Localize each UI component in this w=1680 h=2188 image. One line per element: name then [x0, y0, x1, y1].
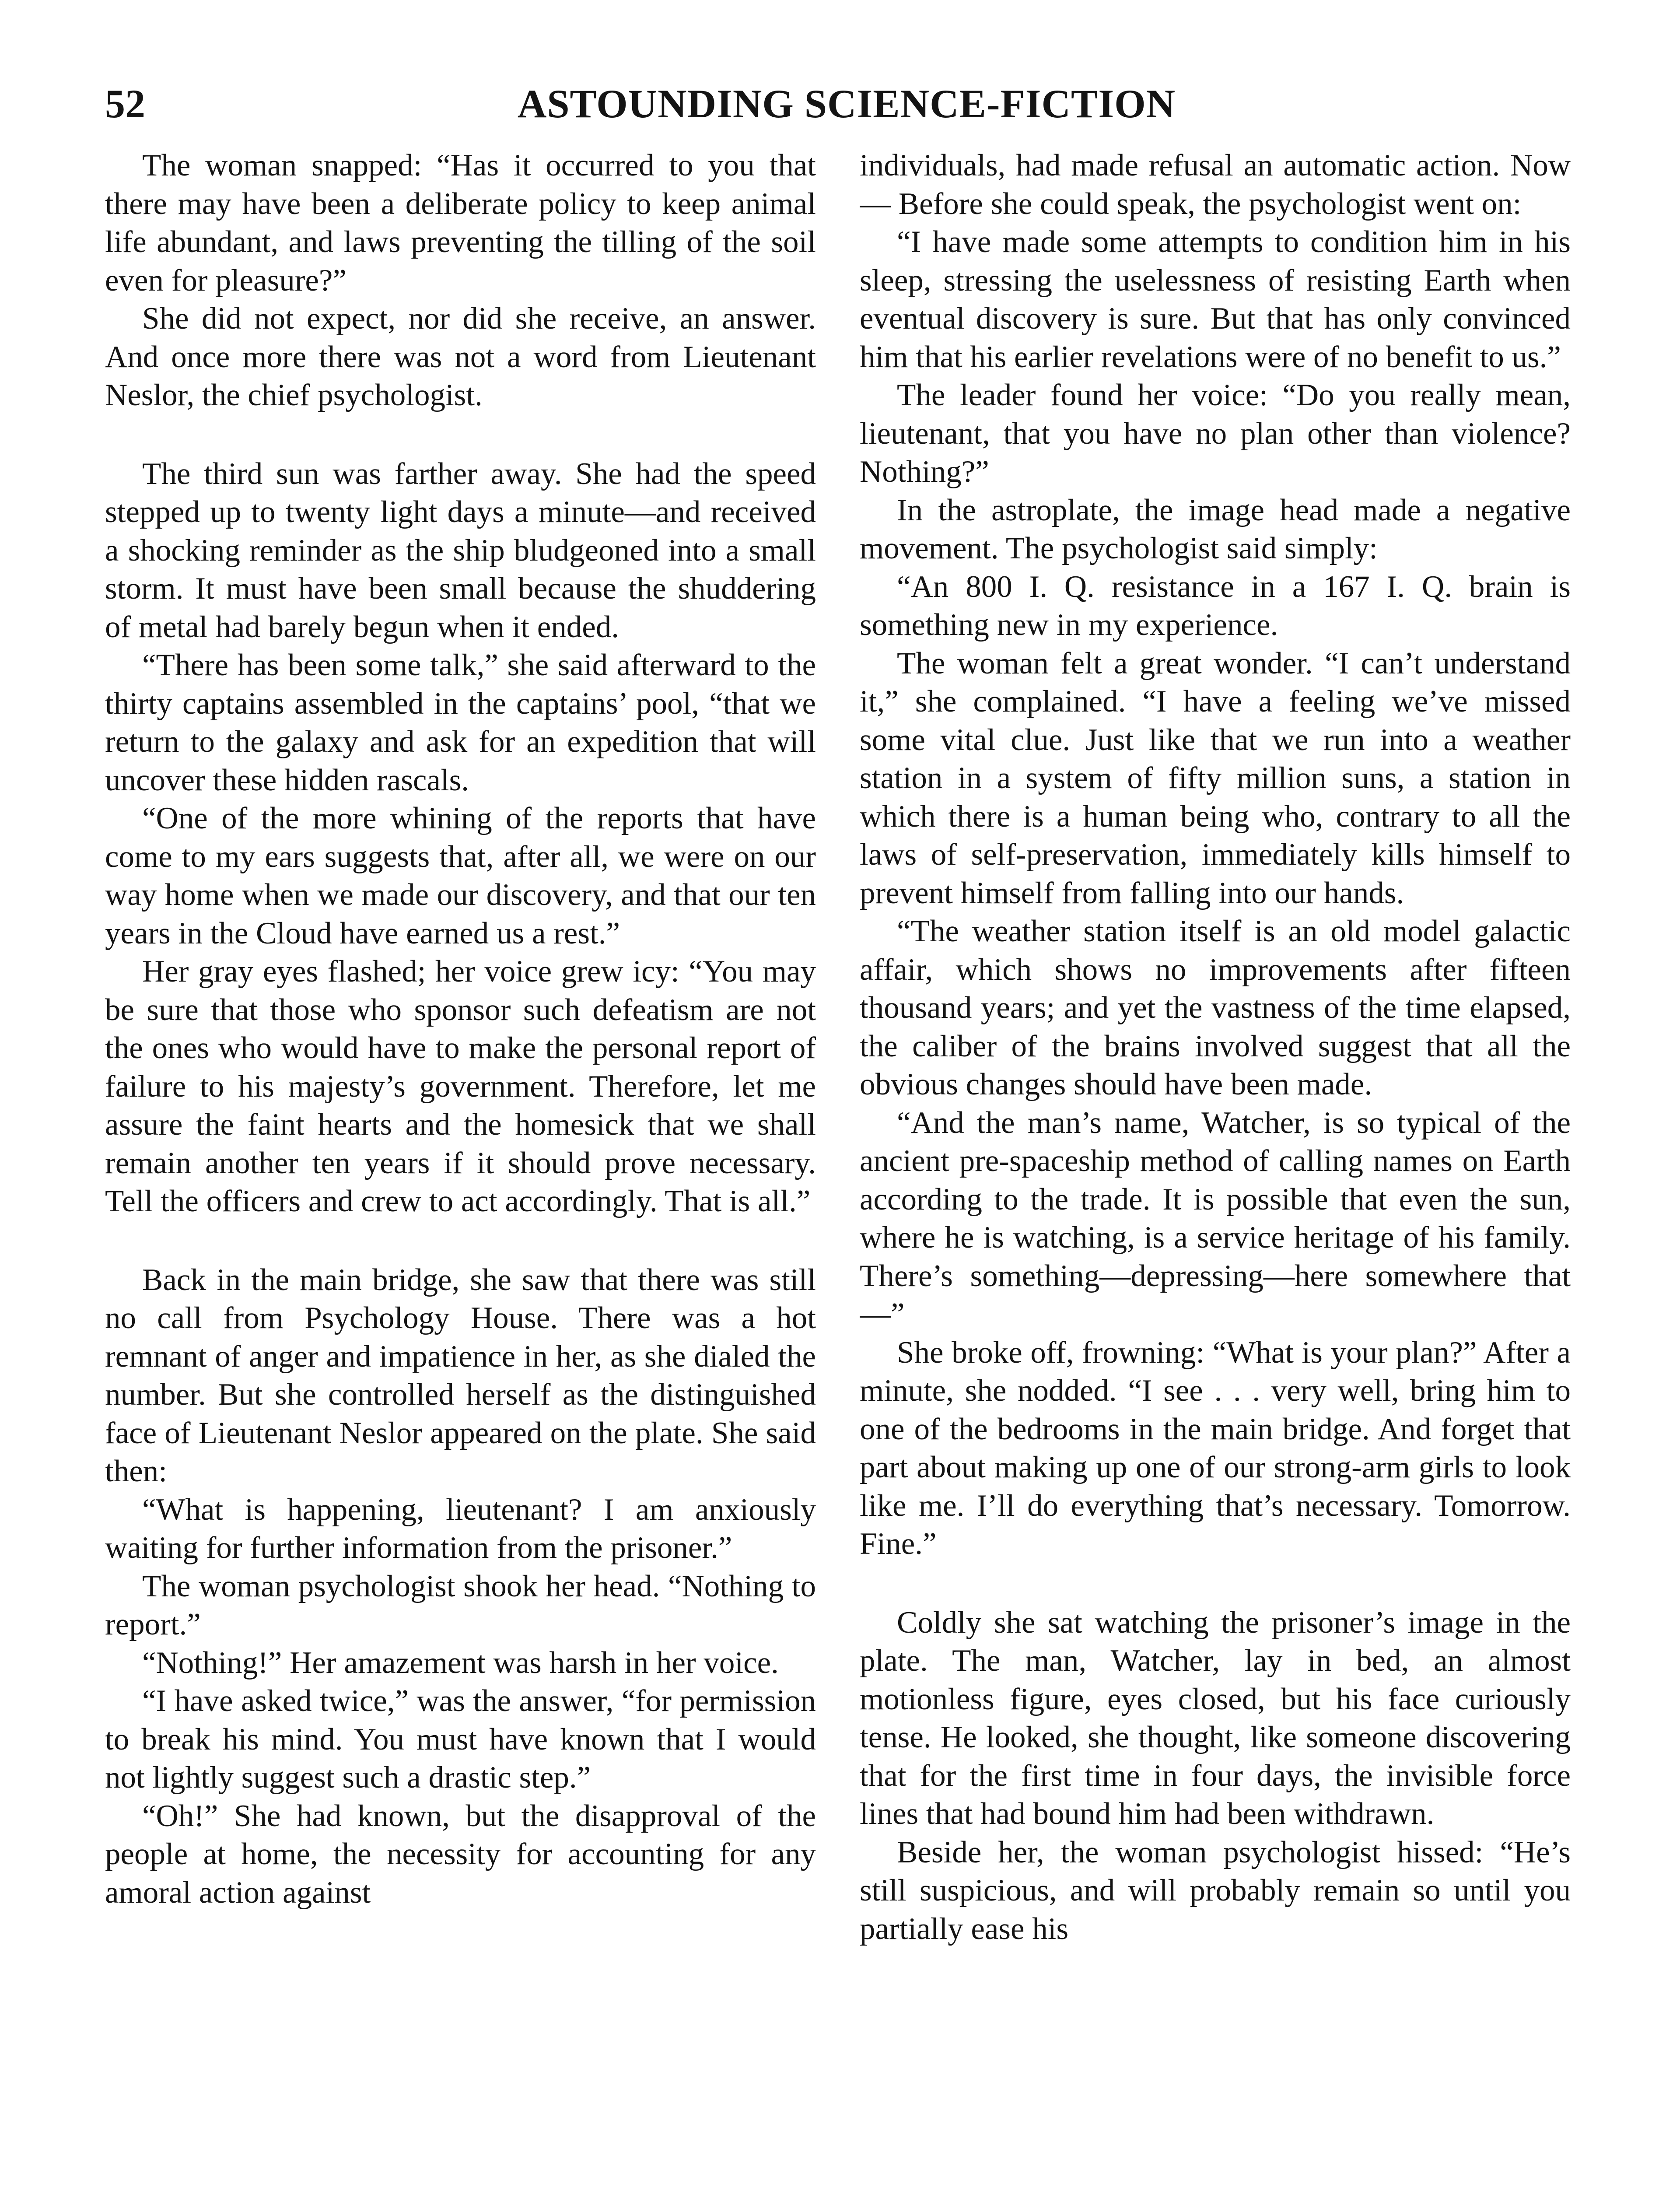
paragraph: “Oh!” She had known, but the disapproval of the people at home, the necessity for accounting for any amoral action against: [105, 1799, 816, 1910]
paragraph: Beside her, the woman psychologist hissed: “He’s still suspicious, and will probably remain so until you partially ease his: [860, 1835, 1571, 1946]
paragraph: “One of the more whining of the reports that have come to my ears suggests that, after all, we were on our way home when we made our discovery, and that our ten years in the Cloud have earned us a rest.”: [105, 801, 816, 950]
paragraph: The woman felt a great wonder. “I can’t understand it,” she complained. “I have a feeling we’ve missed some vital clue. Just like that we run into a weather station in a system of fifty million suns, a station in which there is a human being who, contrary to all the laws of self-preservation, immediately kills himself to prevent himself from falling into our hands.: [860, 646, 1571, 910]
paragraph: individuals, had made refusal an automatic action. Now— Before she could speak, the psychologist went on:: [860, 148, 1571, 221]
page-number: 52: [105, 81, 145, 126]
right-column: [860, 147, 1571, 2188]
paragraph: The woman snapped: “Has it occurred to you that there may have been a deliberate policy to keep animal life abundant, and laws preventing the tilling of the soil even for pleasure?”: [105, 148, 816, 298]
paragraph: Back in the main bridge, she saw that there was still no call from Psychology House. There was a hot remnant of anger and impatience in her, as she dialed the number. But she controlled herself as the distinguished face of Lieutenant Neslor appeared on the plate. She said then:: [105, 1262, 816, 1488]
paragraph: “There has been some talk,” she said afterward to the thirty captains assembled in the captains’ pool, “that we return to the galaxy and ask for an expedition that will uncover these hidden rascals.: [105, 648, 816, 797]
paragraph: The leader found her voice: “Do you really mean, lieutenant, that you have no plan other than violence? Nothing?”: [860, 378, 1571, 489]
paragraph: “What is happening, lieutenant? I am anxiously waiting for further information from the prisoner.”: [105, 1492, 816, 1565]
left-column: [105, 147, 816, 2188]
paragraph: “Nothing!” Her amazement was harsh in her voice.: [142, 1645, 779, 1680]
paragraph: “An 800 I. Q. resistance in a 167 I. Q. brain is something new in my experience.: [860, 569, 1571, 642]
paragraph: In the astroplate, the image head made a negative movement. The psychologist said simply:: [860, 493, 1571, 565]
paragraph: She broke off, frowning: “What is your plan?” After a minute, she nodded. “I see . . . very well, bring him to one of the bedrooms in the main bridge. And forget that part about making up one of our strong-arm girls to look like me. I’ll do everything that’s necessary. Tomorrow. Fine.”: [860, 1335, 1571, 1561]
paragraph: The woman psychologist shook her head. “Nothing to report.”: [105, 1569, 816, 1641]
paragraph: Her gray eyes flashed; her voice grew icy: “You may be sure that those who sponsor such defeatism are not the ones who would have to make the personal report of failure to his majesty’s government. Therefore, let me assure the faint hearts and the homesick that we shall remain another ten years if it should prove necessary. Tell the officers and crew to act accordingly. That is all.”: [105, 954, 816, 1218]
page-header: [105, 80, 1588, 128]
paragraph: “I have asked twice,” was the answer, “for permission to break his mind. You must have known that I would not lightly suggest such a drastic step.”: [105, 1684, 816, 1795]
paragraph: The third sun was farther away. She had the speed stepped up to twenty light days a minute—and received a shocking reminder as the ship bludgeoned into a small storm. It must have been small because the shuddering of metal had barely begun when it ended.: [105, 456, 816, 644]
paragraph: “I have made some attempts to condition him in his sleep, stressing the uselessness of resisting Earth when eventual discovery is sure. But that has only convinced him that his earlier revelations were of no benefit to us.”: [860, 225, 1571, 374]
paragraph: “The weather station itself is an old model galactic affair, which shows no improvements after fifteen thousand years; and yet the vastness of the time elapsed, the caliber of the brains involved suggest that all the obvious changes should have been made.: [860, 914, 1571, 1101]
running-title: ASTOUNDING SCIENCE-FICTION: [517, 81, 1176, 126]
paragraph: “And the man’s name, Watcher, is so typical of the ancient pre-spaceship method of calling names on Earth according to the trade. It is possible that even the sun, where he is watching, is a service heritage of his family. There’s something—depressing—here somewhere that—”: [860, 1105, 1571, 1331]
paragraph: She did not expect, nor did she receive, an answer. And once more there was not a word from Lieutenant Neslor, the chief psychologist.: [105, 302, 816, 412]
paragraph: Coldly she sat watching the prisoner’s image in the plate. The man, Watcher, lay in bed, an almost motionless figure, eyes closed, but his face curiously tense. He looked, she thought, like someone discovering that for the first time in four days, the invisible force lines that had bound him had been withdrawn.: [860, 1605, 1571, 1831]
